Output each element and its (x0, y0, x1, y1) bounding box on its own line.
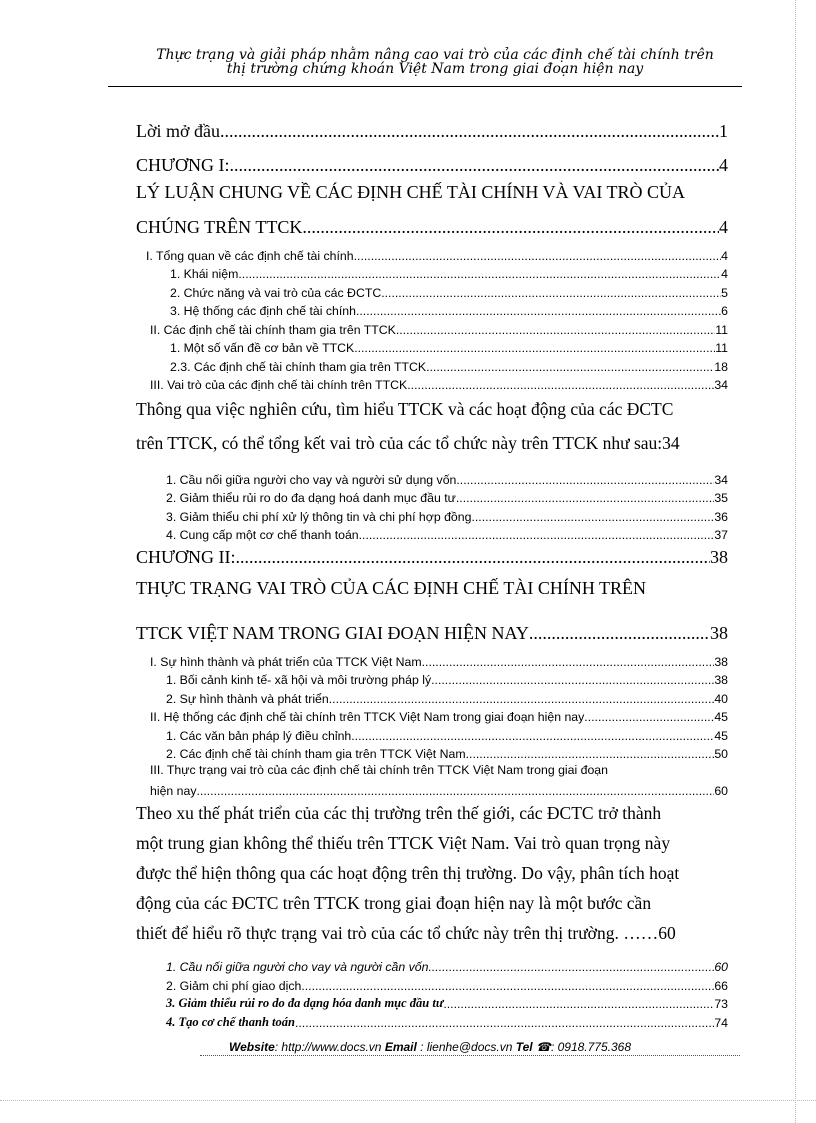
toc-entry[interactable]: 1. Một số vấn đề cơ bản về TTCK ..... 11 (136, 337, 728, 356)
website-link[interactable]: : http://www.docs.vn (274, 1040, 385, 1054)
toc-entry[interactable]: 2. Giảm chi phí giao dịch ..... 66 (136, 974, 728, 993)
email-link[interactable]: : lienhe@docs.vn (416, 1040, 516, 1054)
toc-entry[interactable]: 2. Các định chế tài chính tham gia trên TTCK Việt Nam ..... 50 (136, 743, 728, 762)
page-edge-horizontal (0, 1100, 816, 1101)
toc-entry[interactable]: 1. Cầu nối giữa người cho vay và người cần vốn ..... 60 (136, 956, 728, 975)
toc-entry[interactable]: 4. Cung cấp một cơ chế thanh toán ..... 37 (136, 524, 728, 543)
toc-paragraph-line: Thông qua việc nghiên cứu, tìm hiểu TTCK và các hoạt động của các ĐCTC (136, 399, 674, 419)
toc-entry[interactable]: 2.3. Các định chế tài chính tham gia trên TTCK ..... 18 (136, 355, 728, 374)
header-rule (108, 86, 742, 87)
footer-rule (200, 1055, 740, 1056)
toc-entry[interactable]: 2. Giảm thiểu rủi ro do đa dạng hoá danh mục đầu tư ..... 35 (136, 487, 728, 506)
toc-paragraph-line: được thể hiện thông qua các hoạt động trên thị trường. Do vậy, phân tích hoạt (136, 862, 680, 883)
toc-entry[interactable]: Lời mở đầu ..... 1 (136, 112, 728, 142)
toc-entry[interactable]: CHƯƠNG II: ..... 38 (136, 542, 728, 568)
toc-chapter-title-line: LÝ LUẬN CHUNG VỀ CÁC ĐỊNH CHẾ TÀI CHÍNH VÀ VAI TRÒ CỦA (136, 182, 686, 202)
toc-entry[interactable]: 1. Khái niệm ..... 4 (136, 263, 728, 282)
toc-entry[interactable]: II. Các định chế tài chính tham gia trên TTCK ..... 11 (136, 318, 728, 337)
toc-entry[interactable]: hiện nay ..... 60 (136, 779, 728, 798)
toc-entry[interactable]: I. Tổng quan về các định chế tài chính ..... 4 (136, 244, 728, 263)
email-label: Email (384, 1040, 417, 1054)
toc-entry[interactable]: 1. Cầu nối giữa người cho vay và người sử dụng vốn ..... 34 (136, 468, 728, 487)
running-footer (130, 1040, 730, 1054)
toc-entry[interactable]: CHƯƠNG I: ..... 4 (136, 142, 728, 176)
toc-entry[interactable]: II. Hệ thống các định chế tài chính trên TTCK Việt Nam trong giai đoạn hiện nay ..... 45 (136, 706, 728, 725)
toc-paragraph-line: Theo xu thế phát triển của các thị trường trên thế giới, các ĐCTC trở thành (136, 802, 662, 823)
toc-entry[interactable]: 2. Sự hình thành và phát triển ..... 40 (136, 687, 728, 706)
toc-entry-line: III. Thực trạng vai trò của các định chế tài chính trên TTCK Việt Nam trong giai đoạn (150, 763, 608, 777)
toc-entry[interactable]: 2. Chức năng và vai trò của các ĐCTC ..... 5 (136, 281, 728, 300)
toc-paragraph-line: thiết để hiểu rõ thực trạng vai trò của các tổ chức này trên thị trường. ……60 (136, 922, 676, 943)
toc-entry[interactable]: III. Vai trò của các định chế tài chính trên TTCK ..... 34 (136, 374, 728, 393)
header-line-2: thị trường chứng khoán Việt Nam trong giai đoạn hiện nay (226, 61, 644, 77)
toc-paragraph-line: trên TTCK, có thể tổng kết vai trò của các tổ chức này trên TTCK như sau:34 (136, 433, 680, 453)
table-of-contents (136, 112, 728, 1030)
toc-entry[interactable]: 1. Các văn bản pháp lý điều chỉnh ..... 45 (136, 724, 728, 743)
tel-label: Tel (515, 1040, 533, 1054)
toc-entry[interactable]: CHÚNG TRÊN TTCK ..... 4 (136, 208, 728, 238)
phone-icon: ☎ (535, 1040, 551, 1054)
toc-entry[interactable]: 3. Giảm thiểu rủi ro do đa dạng hóa danh mục đầu tư ..... 73 (136, 993, 728, 1012)
toc-entry[interactable]: 1. Bối cảnh kinh tế- xã hội và môi trường pháp lý ..... 38 (136, 669, 728, 688)
toc-chapter-title-line: THỰC TRẠNG VAI TRÒ CỦA CÁC ĐỊNH CHẾ TÀI CHÍNH TRÊN (136, 578, 647, 598)
running-header (120, 48, 750, 76)
website-label: Website (228, 1040, 275, 1054)
page-edge-vertical (795, 0, 796, 1123)
toc-entry[interactable]: TTCK VIỆT NAM TRONG GIAI ĐOẠN HIỆN NAY ..... 38 (136, 608, 728, 644)
header-line-1: Thực trạng và giải pháp nhằm nâng cao vai trò của các định chế tài chính trên (156, 47, 714, 63)
toc-entry[interactable]: 3. Giảm thiểu chi phí xử lý thông tin và chi phí hợp đồng ..... 36 (136, 505, 728, 524)
toc-paragraph-line: một trung gian không thể thiếu trên TTCK Việt Nam. Vai trò quan trọng này (136, 832, 671, 853)
toc-entry[interactable]: 4. Tạo cơ chế thanh toán ..... 74 (136, 1011, 728, 1030)
tel-value: : 0918.775.368 (550, 1040, 632, 1054)
toc-paragraph-line: động của các ĐCTC trên TTCK trong giai đoạn hiện nay là một bước cần (136, 892, 652, 913)
toc-entry[interactable]: 3. Hệ thống các định chế tài chính ..... 6 (136, 300, 728, 319)
toc-entry[interactable]: I. Sự hình thành và phát triển của TTCK Việt Nam ..... 38 (136, 650, 728, 669)
